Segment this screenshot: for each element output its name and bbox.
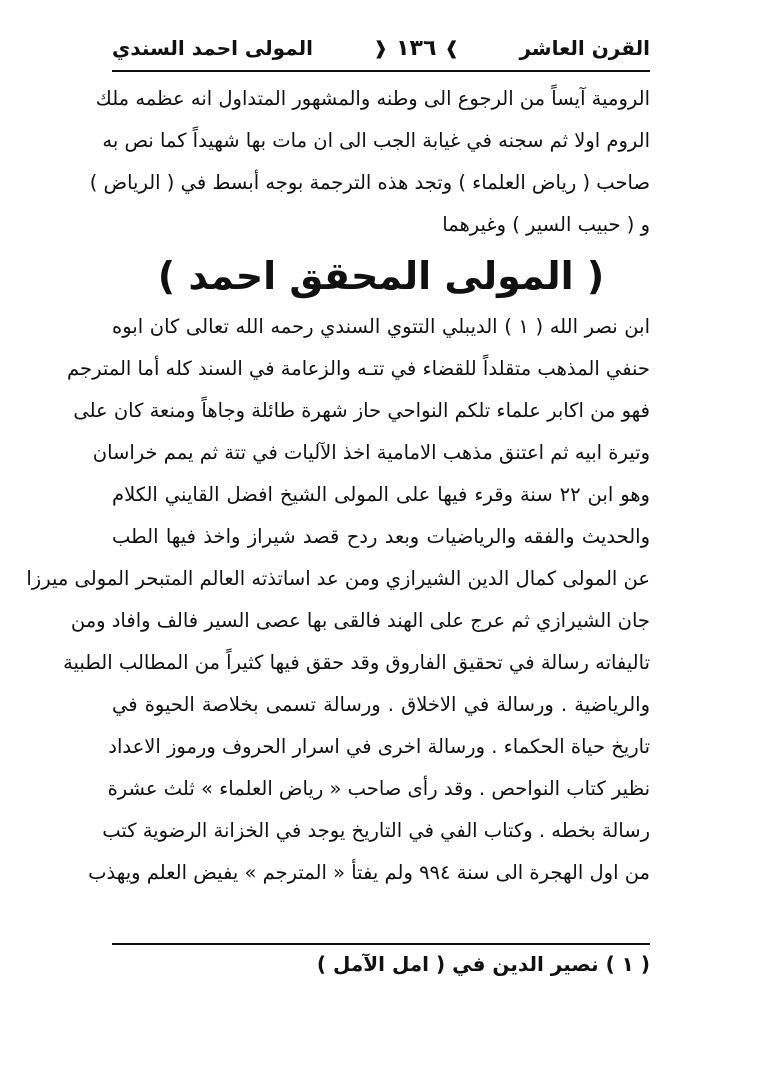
text-line: وتيرة ابيه ثم اعتنق مذهب الامامية اخذ الآليات في تتة ثم يمم خراسان <box>92 441 650 464</box>
text-line: الرومية آيساً من الرجوع الى وطنه والمشهور المتداول انه عظمه ملك <box>95 87 650 110</box>
text-line: تاريخ حياة الحكماء . ورسالة اخرى في اسرار الحروف ورموز الاعداد <box>108 735 650 758</box>
text-line: رسالة بخطه . وكتاب الفي في التاريخ يوجد في الخزانة الرضوية كتب <box>102 819 650 842</box>
text-line: وهو ابن ٢٢ سنة وقرء فيها على المولى الشيخ افضل القايني الكلام <box>112 483 650 506</box>
section-heading: ( المولى المحقق احمد ) <box>157 254 605 298</box>
footnote: ( ١ ) نصير الدين في ( امل الآمل ) <box>316 952 650 976</box>
ornament-left-icon: ❱ <box>444 37 460 59</box>
ornament-right-icon: ❰ <box>373 37 389 59</box>
header-subject-title: المولى احمد السندي <box>112 36 313 60</box>
text-line: حنفي المذهب متقلداً للقضاء في تتـه والزعامة في السند كله أما المترجم <box>67 357 650 380</box>
text-line: والحديث والفقه والرياضيات وبعد ردح قصد شيراز واخذ فيها الطب <box>112 525 650 548</box>
text-line: جان الشيرازي ثم عرج على الهند فالقى بها عصى السير فالف وافاد ومن <box>70 609 650 632</box>
header-century-title: القرن العاشر <box>519 36 650 60</box>
text-line: والرياضية . ورسالة في الاخلاق . ورسالة تسمى بخلاصة الحيوة في <box>112 693 650 716</box>
text-line: عن المولى كمال الدين الشيرازي ومن عد اساتذته العالم المتبحر المولى ميرزا <box>26 567 650 590</box>
page-number: ١٣٦ <box>396 35 437 61</box>
text-line: الروم اولا ثم سجنه في غيابة الجب الى ان مات بها شهيداً كما نص به <box>102 129 650 152</box>
text-line: صاحب ( رياض العلماء ) وتجد هذه الترجمة بوجه أبسط في ( الرياض ) <box>89 171 650 194</box>
header-rule <box>112 70 650 72</box>
text-line: من اول الهجرة الى سنة ٩٩٤ ولم يفتأ « المترجم » يفيض العلم ويهذب <box>88 861 650 884</box>
main-text <box>26 78 650 894</box>
footnote-rule <box>112 943 650 945</box>
text-line: فهو من اكابر علماء تلكم النواحي حاز شهرة طائلة وجاهاً ومنعة كان على <box>73 399 650 422</box>
page-header <box>112 26 650 70</box>
page-number-group <box>373 36 459 61</box>
text-line: ابن نصر الله ( ١ ) الديبلي التتوي السندي رحمه الله تعالى كان ابوه <box>112 315 650 338</box>
text-line: نظير كتاب النواحص . وقد رأى صاحب « رياض العلماء » ثلث عشرة <box>107 777 650 800</box>
text-line: تاليفاته رسالة في تحقيق الفاروق وقد حقق فيها كثيراً من المطالب الطبية <box>63 651 650 674</box>
text-line: و ( حبيب السير ) وغيرهما <box>442 213 650 236</box>
